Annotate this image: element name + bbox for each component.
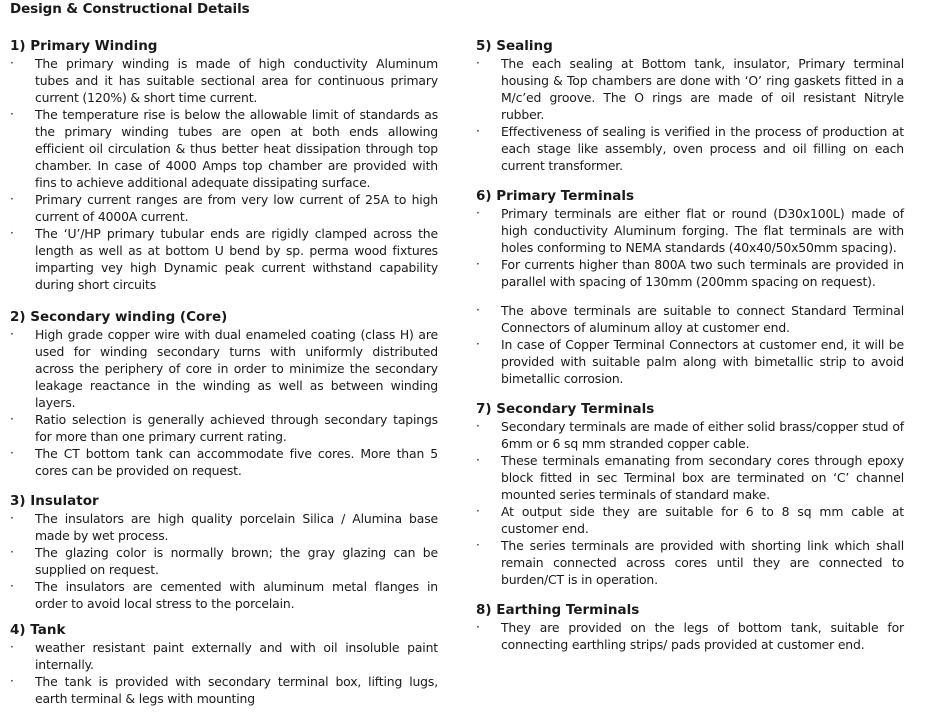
list-item-text: For currents higher than 800A two such terminals are provided in parallel with spacing of 130mm (200mm spacing on request).: [501, 257, 904, 289]
section-heading: 1) Primary Winding: [10, 38, 158, 54]
list-item-text: The tank is provided with secondary terminal box, lifting lugs, earth terminal & legs with mounting: [35, 674, 438, 706]
list-item: [476, 336, 904, 387]
bullet-icon: ·: [10, 674, 14, 688]
section-secondary-winding: [10, 309, 438, 479]
bullet-icon: ·: [10, 327, 14, 341]
list-item-text: The above terminals are suitable to connect Standard Terminal Connectors of aluminum alloy at customer end.: [501, 303, 904, 335]
list-item: [10, 510, 438, 544]
list-item: [10, 225, 438, 293]
list-item-text: At output side they are suitable for 6 to 8 sq mm cable at customer end.: [501, 504, 904, 536]
list-item-text: Secondary terminals are made of either solid brass/copper stud of 6mm or 6 sq mm stranded copper cable.: [501, 419, 904, 451]
list-item-text: The glazing color is normally brown; the gray glazing can be supplied on request.: [35, 545, 438, 577]
bullet-icon: ·: [10, 226, 14, 240]
bullet-icon: ·: [10, 412, 14, 426]
list-item-text: The insulators are cemented with aluminum metal flanges in order to avoid local stress to the porcelain.: [35, 579, 438, 611]
bullet-list: [10, 510, 438, 612]
right-column: [476, 38, 904, 653]
bullet-icon: ·: [476, 538, 480, 552]
bullet-list: [10, 639, 438, 707]
list-item-text: weather resistant paint externally and with oil insoluble paint internally.: [35, 640, 438, 672]
list-item-text: The each sealing at Bottom tank, insulator, Primary terminal housing & Top chambers are done with ‘O’ ring gaskets fitted in a M/c’ed groove. The O rings are made of oil resistant Nitryle rubber.: [501, 56, 904, 122]
list-item-text: The insulators are high quality porcelain Silica / Alumina base made by wet process.: [35, 511, 438, 543]
bullet-list: [10, 55, 438, 293]
list-item: [476, 55, 904, 123]
list-item: [10, 411, 438, 445]
list-item-text: The ‘U’/HP primary tubular ends are rigidly clamped across the length as well as at bottom U bend by sp. perma wood fixtures imparting vey high Dynamic peak current withstand capability during short circuits: [35, 226, 438, 292]
bullet-icon: ·: [10, 579, 14, 593]
section-heading: 8) Earthing Terminals: [476, 602, 640, 618]
list-item: [476, 123, 904, 174]
list-item: [10, 673, 438, 707]
list-item-text: Effectiveness of sealing is verified in the process of production at each stage like assembly, oven process and oil filling on each current transformer.: [501, 124, 904, 173]
list-item: [10, 445, 438, 479]
bullet-list: [476, 619, 904, 653]
list-item-text: High grade copper wire with dual enameled coating (class H) are used for winding secondary turns with uniformly distributed across the periphery of core in order to minimize the secondary leakage reactance in the winding as well as between winding layers.: [35, 327, 438, 410]
bullet-icon: ·: [476, 124, 480, 138]
list-item-text: Primary current ranges are from very low current of 25A to high current of 4000A current.: [35, 192, 438, 224]
list-item: [10, 106, 438, 191]
list-item-text: The CT bottom tank can accommodate five cores. More than 5 cores can be provided on request.: [35, 446, 438, 478]
list-item-text: The series terminals are provided with shorting link which shall remain connected across cores until they are connected to burden/CT is in operation.: [501, 538, 904, 587]
bullet-list: [476, 205, 904, 387]
bullet-icon: ·: [476, 257, 480, 271]
bullet-icon: ·: [10, 545, 14, 559]
bullet-icon: ·: [10, 446, 14, 460]
bullet-icon: ·: [10, 192, 14, 206]
list-item-text: In case of Copper Terminal Connectors at customer end, it will be provided with suitable palm along with bimetallic strip to avoid bimetallic corrosion.: [501, 337, 904, 386]
section-tank: [10, 622, 438, 707]
bullet-list: [476, 418, 904, 588]
list-item: [10, 544, 438, 578]
bullet-list: [476, 55, 904, 174]
bullet-icon: ·: [476, 303, 480, 317]
section-primary-winding: [10, 38, 438, 293]
list-item: [10, 191, 438, 225]
bullet-icon: ·: [10, 107, 14, 121]
section-heading: 3) Insulator: [10, 493, 99, 509]
section-heading: 6) Primary Terminals: [476, 188, 635, 204]
section-secondary-terminals: [476, 401, 904, 588]
section-sealing: [476, 38, 904, 174]
bullet-icon: ·: [476, 206, 480, 220]
bullet-icon: ·: [476, 620, 480, 634]
list-item-text: The temperature rise is below the allowable limit of standards as the primary winding tubes are open at both ends allowing efficient oil circulation & thus better heat dissipation through top chamber. In case of 4000 Amps top chamber are provided with fins to achieve additional adequate dissipating surface.: [35, 107, 438, 190]
list-item-text: Primary terminals are either flat or round (D30x100L) made of high conductivity Aluminum forging. The flat terminals are with holes conforming to NEMA standards (40x40/50x50mm spacing).: [501, 206, 904, 255]
list-item-text: These terminals emanating from secondary cores through epoxy block fitted in sec Terminal box are terminated on ‘C’ channel mounted series terminals of standard make.: [501, 453, 904, 502]
section-heading: 2) Secondary winding (Core): [10, 309, 228, 325]
section-heading: 5) Sealing: [476, 38, 553, 54]
section-earthing-terminals: [476, 602, 904, 653]
bullet-icon: ·: [476, 453, 480, 467]
section-heading: 7) Secondary Terminals: [476, 401, 655, 417]
list-item: [10, 639, 438, 673]
bullet-icon: ·: [10, 511, 14, 525]
list-item: [10, 326, 438, 411]
section-insulator: [10, 493, 438, 612]
list-item: [10, 55, 438, 106]
list-item: [476, 503, 904, 537]
list-item: [476, 418, 904, 452]
list-item: [10, 578, 438, 612]
list-item: [476, 619, 904, 653]
page-title: Design & Constructional Details: [10, 1, 250, 17]
left-column: [10, 38, 438, 707]
bullet-icon: ·: [476, 337, 480, 351]
list-item-text: Ratio selection is generally achieved through secondary tapings for more than one primary current rating.: [35, 412, 438, 444]
list-item: [476, 205, 904, 256]
section-primary-terminals: [476, 188, 904, 387]
list-item: [476, 302, 904, 336]
list-item-text: They are provided on the legs of bottom tank, suitable for connecting earthling strips/ pads provided at customer end.: [501, 620, 904, 652]
bullet-icon: ·: [476, 419, 480, 433]
list-item-text: The primary winding is made of high conductivity Aluminum tubes and it has suitable sectional area for continuous primary current (120%) & short time current.: [35, 56, 438, 105]
list-item: [476, 256, 904, 290]
bullet-list: [10, 326, 438, 479]
bullet-icon: ·: [476, 56, 480, 70]
section-heading: 4) Tank: [10, 622, 66, 638]
bullet-icon: ·: [10, 640, 14, 654]
list-item: [476, 452, 904, 503]
bullet-icon: ·: [10, 56, 14, 70]
bullet-icon: ·: [476, 504, 480, 518]
list-item: [476, 537, 904, 588]
